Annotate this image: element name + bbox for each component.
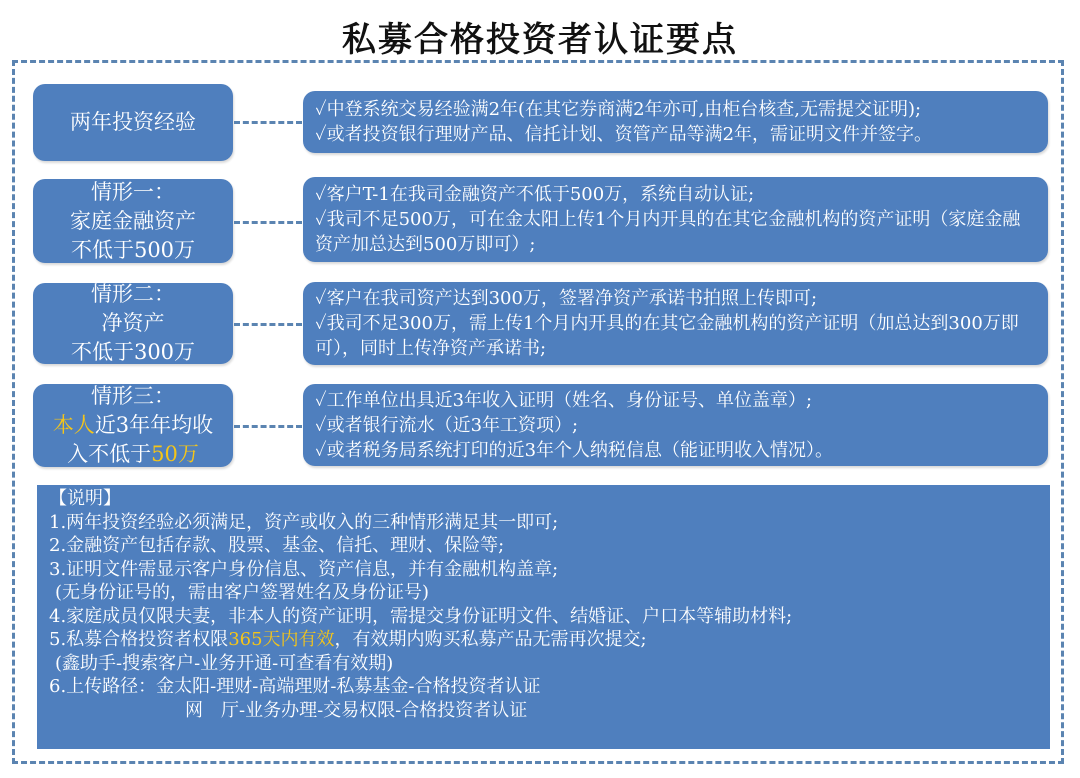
note-item: (鑫助手-搜索客户-业务开通-可查看有效期) (55, 652, 394, 674)
detail-box-case3 (303, 384, 1048, 466)
label-box-case1 (33, 179, 233, 263)
detail-item: ✓客户T-1在我司金融资产不低于500万，系统自动认证; (315, 184, 755, 205)
detail-item: ✓工作单位出具近3年收入证明（姓名、身份证号、单位盖章）; (315, 389, 813, 411)
note-item: 6.上传路径：金太阳-理财-高端理财-私募基金-合格投资者认证 (49, 676, 541, 697)
notes-heading: 【说明】 (49, 488, 121, 509)
connector-line (234, 425, 302, 428)
detail-item: ✓我司不足500万，可在金太阳上传1个月内开具的在其它金融机构的资产证明（家庭金融资产加总达到500万即可）; (315, 209, 1021, 255)
connector-line (234, 221, 302, 224)
detail-item: ✓或者银行流水（近3年工资项）; (315, 414, 579, 436)
label-box-case2 (33, 283, 233, 364)
label-line: 入不低于50万 (67, 442, 199, 466)
highlight-text: 50万 (151, 442, 199, 466)
label-line: 情形三： (91, 384, 175, 408)
label-line: 净资产 (101, 311, 165, 335)
detail-item: ✓或者税务局系统打印的近3年个人纳税信息（能证明收入情况）。 (315, 439, 834, 461)
label-line: 家庭金融资产 (70, 208, 196, 233)
detail-item: ✓客户在我司资产达到300万，签署净资产承诺书拍照上传即可; (315, 288, 818, 309)
note-item: 4.家庭成员仅限夫妻，非本人的资产证明，需提交身份证明文件、结婚证、户口本等辅助材料; (49, 605, 793, 627)
detail-box-case2 (303, 282, 1048, 365)
notes-box (37, 485, 1050, 749)
label-line: 情形一： (91, 179, 175, 204)
label-box-experience (33, 84, 233, 161)
detail-box-experience (303, 91, 1048, 153)
detail-item: ✓中登系统交易经验满2年(在其它券商满2年亦可,由柜台核查,无需提交证明); (315, 99, 922, 120)
label-line: 两年投资经验 (70, 110, 196, 134)
highlight-text: 本人 (52, 413, 95, 437)
connector-line (234, 323, 302, 326)
note-item: 2.金融资产包括存款、股票、基金、信托、理财、保险等; (49, 535, 505, 556)
note-item: 网 厅-业务办理-交易权限-合格投资者认证 (185, 699, 528, 721)
detail-item: ✓我司不足300万，需上传1个月内开具的在其它金融机构的资产证明（加总达到300万即可），同时上传净资产承诺书; (315, 313, 1019, 359)
label-line: 情形二： (91, 282, 175, 306)
detail-item: ✓或者投资银行理财产品、信托计划、资管产品等满2年，需证明文件并签字。 (315, 124, 933, 145)
label-line: 不低于300万 (70, 340, 196, 364)
note-item: 5.私募合格投资者权限365天内有效，有效期内购买私募产品无需再次提交; (49, 629, 647, 650)
label-line: 不低于500万 (70, 237, 196, 262)
label-box-case3 (33, 384, 233, 467)
detail-box-case1 (303, 177, 1048, 262)
note-item: 3.证明文件需显示客户身份信息、资产信息，并有金融机构盖章; (49, 558, 559, 580)
highlight-text: 365天内有效 (228, 629, 335, 650)
note-item: (无身份证号的，需由客户签署姓名及身份证号) (55, 582, 430, 603)
connector-line (234, 121, 302, 124)
note-item: 1.两年投资经验必须满足，资产或收入的三种情形满足其一即可; (49, 511, 559, 533)
label-line: 本人近3年年均收 (52, 413, 214, 437)
page-title: 私募合格投资者认证要点 (342, 20, 738, 60)
